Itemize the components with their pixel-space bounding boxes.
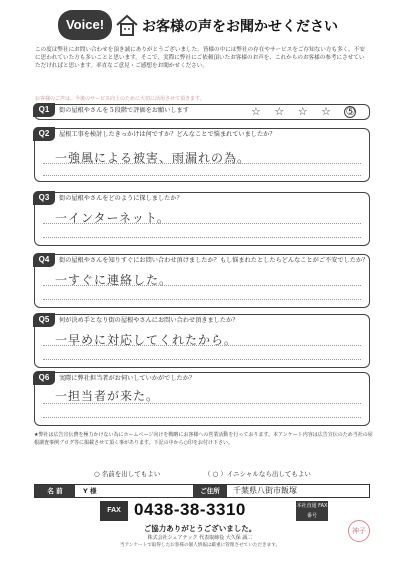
question-2 bbox=[34, 128, 370, 182]
question-4 bbox=[34, 254, 370, 308]
question-text: 街の屋根やさんを知りすぐにお問い合わせ頂けましたか？もし悩まれたとしたらどんなことがご不安でしたか？ bbox=[59, 257, 369, 264]
answer-handwritten: 一早めに対応してくれたから。 bbox=[55, 333, 238, 347]
fax-icon: FAX bbox=[100, 501, 128, 521]
address-label: ご住所 bbox=[193, 485, 227, 497]
customer-info bbox=[34, 484, 370, 498]
consent-initial-option[interactable]: （ ○ ）イニシャルなら出してもよい bbox=[204, 470, 311, 478]
fax-direct-badge: 本社直通 FAX番号 bbox=[296, 503, 328, 519]
handwritten-stamp: 神子 bbox=[348, 520, 370, 542]
voice-badge: Voice! bbox=[58, 10, 112, 40]
question-text: 街の屋根やさんをどのように探しましたか？ bbox=[59, 195, 183, 202]
rating-stars bbox=[251, 105, 361, 118]
answer-line bbox=[43, 175, 361, 176]
star-icons: ☆ ☆ ☆ ☆ bbox=[251, 105, 336, 118]
answer-handwritten: 一インターネット。 bbox=[55, 211, 170, 225]
name-label: 名 前 bbox=[35, 485, 75, 497]
question-tag: Q2 bbox=[33, 127, 55, 141]
privacy-note: 当アンケートで取得したお客様の個人情報は厳重に管理させていただきます。 bbox=[119, 543, 281, 548]
intro-text: この度は弊社にお問い合わせを頂き誠にありがとうございました。皆様の中には弊社の存在やサービスをご存知ない方も多く、不安に思われていた方も多いことと思います。そこで、実際に弊社にご依頼頂いたお客様のお声を、これからのお客様の参考にさせていただければと思います。率直なご意見・ご感想をお聞かせください。 bbox=[35, 47, 365, 69]
answer-line bbox=[43, 237, 361, 238]
question-tag: Q5 bbox=[33, 313, 55, 327]
page-title: お客様の声をお聞かせください bbox=[142, 19, 338, 35]
answer-line bbox=[43, 299, 361, 300]
question-tag: Q1 bbox=[33, 103, 55, 117]
address-value[interactable]: 千葉県八街市飯塚 bbox=[233, 486, 297, 495]
answer-handwritten: 一担当者が来た。 bbox=[55, 389, 160, 403]
answer-line bbox=[43, 285, 361, 286]
publication-note: ★弊社は広告宣伝費を極力かけない為にホームページ向けを戦略にお客様への営業活動を行っております。本アンケート内容は広告宣伝のため当社の屋根調査事例ブログ等に掲載させて頂く事があります。下記の中から○印をお付け下さい。 bbox=[34, 432, 373, 446]
name-value[interactable]: Y 様 bbox=[83, 487, 97, 495]
question-tag: Q4 bbox=[33, 253, 55, 267]
answer-line bbox=[43, 345, 361, 346]
house-icon bbox=[114, 12, 140, 38]
question-text: 実際に弊社担当者がお伺いしていかがでしたか？ bbox=[59, 375, 196, 382]
answer-line bbox=[43, 417, 361, 418]
question-6 bbox=[34, 372, 370, 426]
intro-note: お客様のご声は、今後のサービス向上のために大切に活用させて頂きます。 bbox=[35, 96, 205, 102]
answer-handwritten: 一強風による被害、雨漏れの為。 bbox=[55, 151, 251, 165]
question-1 bbox=[34, 104, 370, 120]
question-text: 屋根工事を検討したきっかけは何ですか？どんなことで悩まれていましたか？ bbox=[59, 131, 276, 138]
question-tag: Q3 bbox=[33, 191, 55, 205]
thanks-message: ご協力ありがとうございました。 bbox=[143, 524, 257, 533]
answer-line bbox=[43, 359, 361, 360]
consent-name-option[interactable]: ○ 名前を出してもよい bbox=[94, 470, 161, 478]
fax-number: 0438-38-3310 bbox=[134, 500, 246, 519]
question-text: 何が決め手となり街の屋根やさんにお問い合わせ頂きましたか？ bbox=[59, 317, 239, 324]
answer-line bbox=[43, 223, 361, 224]
question-5 bbox=[34, 314, 370, 368]
answer-handwritten: 一すぐに連絡した。 bbox=[55, 273, 173, 287]
answer-line bbox=[43, 163, 361, 164]
question-3 bbox=[34, 192, 370, 246]
consent-options bbox=[34, 468, 370, 482]
fax-section bbox=[100, 500, 330, 522]
company-name: 株式会社シェアテック 代表取締役 大久保 誠二 bbox=[147, 535, 253, 541]
question-text: 街の屋根やさんを５段階で評価をお願いします bbox=[59, 107, 189, 114]
header bbox=[58, 8, 348, 44]
answer-line bbox=[43, 403, 361, 404]
question-tag: Q6 bbox=[33, 371, 55, 385]
selected-rating: ⑤ bbox=[345, 105, 361, 118]
